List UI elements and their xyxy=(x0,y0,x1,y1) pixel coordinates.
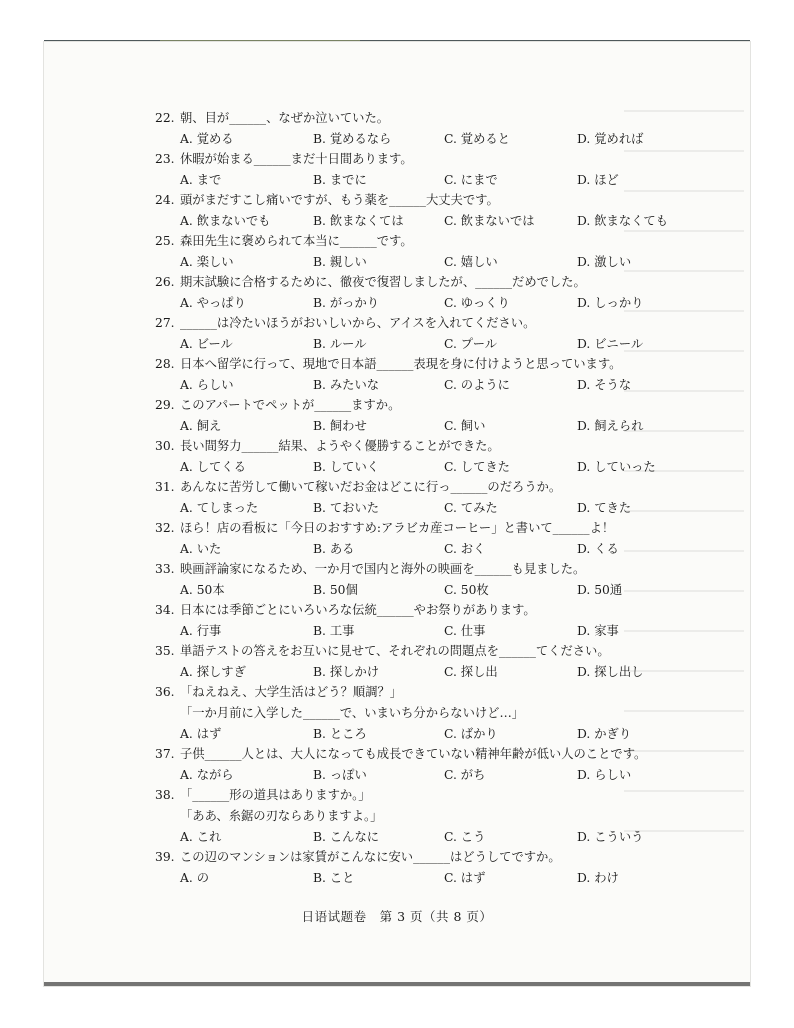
answer-option: D. くる xyxy=(577,542,619,556)
question-stem xyxy=(155,477,715,498)
answer-option: B. ある xyxy=(313,542,355,556)
page-footer: 日语试题卷 第 3 页（共 8 页） xyxy=(301,909,493,924)
question-text: ______は冷たいほうがおいしいから、アイスを入れてください。 xyxy=(180,316,536,330)
answer-option: D. 飲まなくても xyxy=(577,214,669,228)
question-number: 26. xyxy=(155,275,175,289)
question-item xyxy=(155,641,715,682)
question-item xyxy=(155,477,715,518)
question-number: 22. xyxy=(155,111,175,125)
answer-option: A. 探しすぎ xyxy=(180,665,246,679)
question-stem xyxy=(155,682,715,703)
question-text: 朝、目が______、なぜか泣いていた。 xyxy=(180,111,390,125)
answer-option: B. 飲まなくては xyxy=(313,214,404,228)
question-number: 36. xyxy=(155,685,175,699)
answer-option: B. までに xyxy=(313,173,367,187)
answer-option: C. はず xyxy=(444,871,486,885)
answer-option: C. ばかり xyxy=(444,727,498,741)
question-stem xyxy=(155,785,715,806)
question-list xyxy=(155,108,715,888)
question-stem xyxy=(155,518,715,539)
question-item xyxy=(155,149,715,190)
question-text: 森田先生に褒められて本当に______です。 xyxy=(180,234,413,248)
question-text: 映画評論家になるため、一か月で国内と海外の映画を______も見ました。 xyxy=(180,562,586,576)
question-number: 27. xyxy=(155,316,175,330)
question-text: 長い間努力______結果、ようやく優勝することができた。 xyxy=(180,439,500,453)
scan-bottom-edge xyxy=(44,982,750,986)
answer-option: C. 嬉しい xyxy=(444,255,498,269)
answer-option: A. 覚める xyxy=(180,132,234,146)
answer-options xyxy=(155,621,715,641)
answer-option: C. がち xyxy=(444,768,486,782)
question-item xyxy=(155,313,715,354)
question-stem xyxy=(155,641,715,662)
question-item xyxy=(155,785,715,847)
question-item xyxy=(155,231,715,272)
question-item xyxy=(155,847,715,888)
answer-option: A. 飼え xyxy=(180,419,222,433)
answer-option: D. 激しい xyxy=(577,255,632,269)
answer-option: A. 50本 xyxy=(180,583,225,597)
question-stem xyxy=(155,313,715,334)
answer-option: B. 工事 xyxy=(313,624,355,638)
question-number: 32. xyxy=(155,521,175,535)
answer-options xyxy=(155,827,715,847)
answer-option: C. のように xyxy=(444,378,510,392)
question-number: 33. xyxy=(155,562,175,576)
answer-option: D. かぎり xyxy=(577,727,632,741)
question-stem xyxy=(155,436,715,457)
answer-options xyxy=(155,539,715,559)
answer-option: D. 覚めれば xyxy=(577,132,644,146)
question-text: この辺のマンションは家賃がこんなに安い______はどうしてですか。 xyxy=(180,850,561,864)
answer-option: D. していった xyxy=(577,460,656,474)
question-text: 「ねえねえ、大学生活はどう？順調？」 xyxy=(180,685,403,699)
question-text: ほら！店の看板に「今日のおすすめ:アラビカ産コーヒー」と書いて______よ！ xyxy=(180,521,615,535)
question-stem xyxy=(155,703,715,724)
answer-options xyxy=(155,580,715,600)
answer-option: D. そうな xyxy=(577,378,632,392)
question-text: 日本には季節ごとにいろいろな伝統______やお祭りがあります。 xyxy=(180,603,536,617)
answer-options xyxy=(155,293,715,313)
answer-option: D. わけ xyxy=(577,871,619,885)
answer-option: B. 探しかけ xyxy=(313,665,380,679)
question-number: 24. xyxy=(155,193,175,207)
answer-option: C. てみた xyxy=(444,501,498,515)
answer-options xyxy=(155,868,715,888)
answer-option: C. 覚めると xyxy=(444,132,510,146)
answer-option: C. 飲まないでは xyxy=(444,214,535,228)
answer-options xyxy=(155,416,715,436)
answer-option: B. ところ xyxy=(313,727,367,741)
answer-option: C. してきた xyxy=(444,460,510,474)
answer-option: C. 仕事 xyxy=(444,624,486,638)
answer-option: D. しっかり xyxy=(577,296,644,310)
answer-option: A. ビール xyxy=(180,337,233,351)
question-stem xyxy=(155,600,715,621)
question-stem xyxy=(155,149,715,170)
answer-option: D. ビニール xyxy=(577,337,644,351)
answer-option: A. やっぱり xyxy=(180,296,246,310)
question-text: あんなに苦労して働いて稼いだお金はどこに行っ______のだろうか。 xyxy=(180,480,562,494)
question-number: 30. xyxy=(155,439,175,453)
question-item xyxy=(155,108,715,149)
question-stem xyxy=(155,190,715,211)
question-item xyxy=(155,518,715,559)
question-item xyxy=(155,744,715,785)
answer-option: B. こと xyxy=(313,871,355,885)
question-text: 期末試験に合格するために、徹夜で復習しましたが、______だめでした。 xyxy=(180,275,586,289)
question-item xyxy=(155,395,715,436)
question-item xyxy=(155,682,715,744)
question-stem xyxy=(155,847,715,868)
question-item xyxy=(155,559,715,600)
answer-option: D. 50通 xyxy=(577,583,623,597)
answer-option: A. ながら xyxy=(180,768,234,782)
answer-options xyxy=(155,170,715,190)
question-number: 28. xyxy=(155,357,175,371)
question-stem xyxy=(155,806,715,827)
question-number: 35. xyxy=(155,644,175,658)
question-text: 子供______人とは、大人になっても成長できていない精神年齢が低い人のことです。 xyxy=(180,747,647,761)
answer-options xyxy=(155,457,715,477)
answer-option: C. ゆっくり xyxy=(444,296,510,310)
answer-option: C. プール xyxy=(444,337,498,351)
question-stem xyxy=(155,395,715,416)
question-stem xyxy=(155,231,715,252)
answer-option: C. にまで xyxy=(444,173,498,187)
answer-option: D. 探し出し xyxy=(577,665,644,679)
question-text: 単語テストの答えをお互いに見せて、それぞれの問題点を______てください。 xyxy=(180,644,610,658)
answer-option: D. 飼えられ xyxy=(577,419,644,433)
answer-options xyxy=(155,498,715,518)
answer-options xyxy=(155,375,715,395)
question-number: 29. xyxy=(155,398,175,412)
question-number: 31. xyxy=(155,480,175,494)
answer-option: B. していく xyxy=(313,460,380,474)
answer-option: D. 家事 xyxy=(577,624,619,638)
answer-option: B. っぽい xyxy=(313,768,367,782)
answer-option: A. はず xyxy=(180,727,222,741)
question-item xyxy=(155,190,715,231)
answer-option: B. 親しい xyxy=(313,255,367,269)
answer-options xyxy=(155,129,715,149)
answer-option: A. らしい xyxy=(180,378,234,392)
answer-option: B. こんなに xyxy=(313,830,380,844)
question-item xyxy=(155,600,715,641)
answer-option: B. 50個 xyxy=(313,583,358,597)
answer-option: D. ほど xyxy=(577,173,619,187)
answer-options xyxy=(155,334,715,354)
answer-option: B. 覚めるなら xyxy=(313,132,392,146)
question-stem xyxy=(155,354,715,375)
answer-option: C. 飼い xyxy=(444,419,486,433)
answer-options xyxy=(155,765,715,785)
answer-option: A. これ xyxy=(180,830,222,844)
question-stem xyxy=(155,108,715,129)
question-text: 日本へ留学に行って、現地で日本語______表現を身に付けようと思っています。 xyxy=(180,357,622,371)
answer-options xyxy=(155,662,715,682)
question-number: 25. xyxy=(155,234,175,248)
answer-option: A. してくる xyxy=(180,460,246,474)
question-stem xyxy=(155,744,715,765)
answer-option: A. 飲まないでも xyxy=(180,214,271,228)
answer-option: A. まで xyxy=(180,173,222,187)
answer-options xyxy=(155,724,715,744)
question-item xyxy=(155,272,715,313)
answer-option: B. ておいた xyxy=(313,501,380,515)
answer-option: C. 探し出 xyxy=(444,665,498,679)
question-number: 37. xyxy=(155,747,175,761)
question-number: 23. xyxy=(155,152,175,166)
answer-option: A. 楽しい xyxy=(180,255,234,269)
question-text: 「ああ、糸鋸の刃ならありますよ。」 xyxy=(180,809,383,823)
answer-option: B. ルール xyxy=(313,337,367,351)
question-number: 34. xyxy=(155,603,175,617)
question-number: 39. xyxy=(155,850,175,864)
answer-option: A. の xyxy=(180,871,209,885)
question-text: 休暇が始まる______まだ十日間あります。 xyxy=(180,152,413,166)
answer-option: B. 飼わせ xyxy=(313,419,367,433)
question-item xyxy=(155,436,715,477)
answer-option: D. こういう xyxy=(577,830,644,844)
question-text: 頭がまだすこし痛いですが、もう薬を______大丈夫です。 xyxy=(180,193,499,207)
answer-options xyxy=(155,252,715,272)
question-text: 「______形の道具はありますか。」 xyxy=(180,788,371,802)
question-item xyxy=(155,354,715,395)
answer-option: A. てしまった xyxy=(180,501,259,515)
answer-option: B. がっかり xyxy=(313,296,380,310)
question-stem xyxy=(155,272,715,293)
question-stem xyxy=(155,559,715,580)
answer-option: C. おく xyxy=(444,542,486,556)
answer-option: D. てきた xyxy=(577,501,632,515)
question-text: このアパートでペットが______ますか。 xyxy=(180,398,401,412)
answer-option: C. こう xyxy=(444,830,486,844)
answer-option: D. らしい xyxy=(577,768,632,782)
question-text: 「一か月前に入学した______で、いまいち分からないけど…」 xyxy=(180,706,525,720)
answer-options xyxy=(155,211,715,231)
answer-option: C. 50枚 xyxy=(444,583,489,597)
question-number: 38. xyxy=(155,788,175,802)
answer-option: B. みたいな xyxy=(313,378,380,392)
answer-option: A. 行事 xyxy=(180,624,222,638)
answer-option: A. いた xyxy=(180,542,222,556)
